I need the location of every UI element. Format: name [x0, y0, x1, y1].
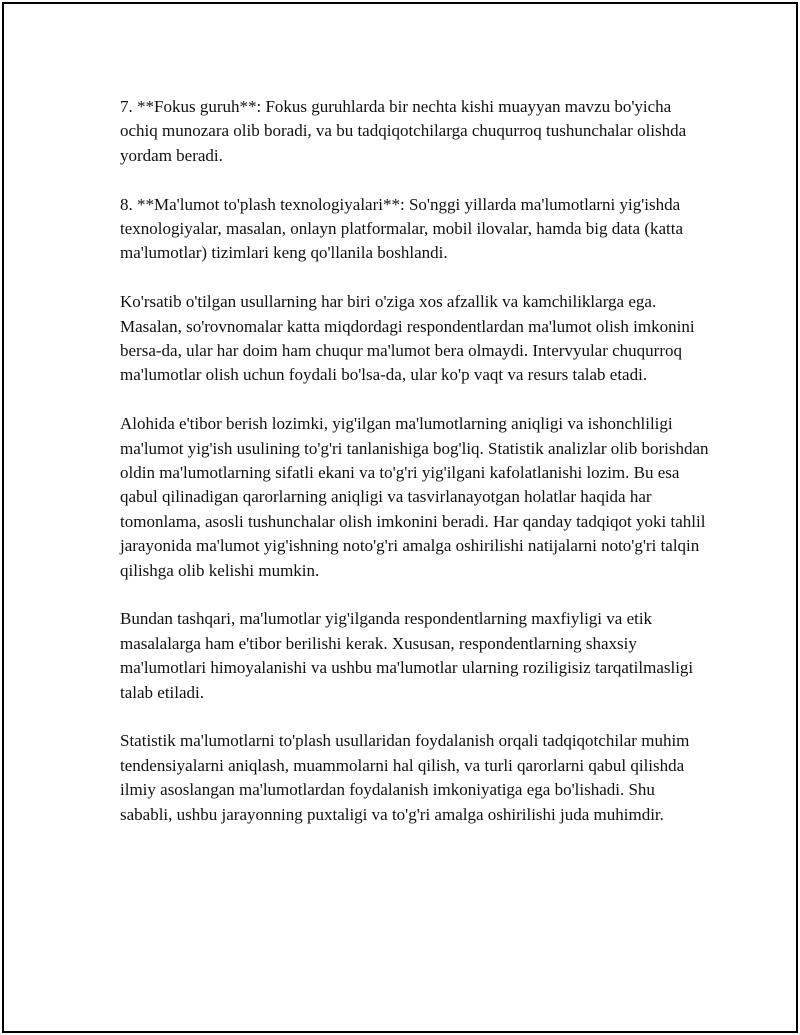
paragraph-data-collection-technologies: 8. **Ma'lumot to'plash texnologiyalari**: So'nggi yillarda ma'lumotlarni yig'ishda texnologiyalar, masalan, onlayn platformalar, mobil ilovalar, hamda big data (katta ma'lumotlar) tizimlari keng qo'llanila boshlandi.	[120, 194, 684, 263]
paragraph-methods-pros-cons: Ko'rsatib o'tilgan usullarning har biri o'ziga xos afzallik va kamchiliklarga ega. Masalan, so'rovnomalar katta miqdordagi respondentlardan ma'lumot olish imkonini bersa-da, ular har doim ham chuqur ma'lumot bera olmaydi. Intervyular chuqurroq ma'lumotlar olish uchun foydali bo'lsa-da, ular ko'p vaqt va resurs talab etadi.	[120, 292, 695, 385]
paragraph-focus-group: 7. **Fokus guruh**: Fokus guruhlarda bir nechta kishi muayyan mavzu bo'yicha ochiq munozara olib boradi, va bu tadqiqotchilarga chuqurroq tushunchalar olishda yordam beradi.	[120, 97, 687, 165]
paragraph-privacy-ethics: Bundan tashqari, ma'lumotlar yig'ilganda respondentlarning maxfiyligi va etik masalalarga ham e'tibor berilishi kerak. Xususan, respondentlarning shaxsiy ma'lumotlari himoyalanishi va ushbu ma'lumotlar ularning roziligisiz tarqatilmasligi talab etiladi.	[120, 609, 694, 702]
document-page	[2, 2, 798, 1033]
paragraph-data-accuracy: Alohida e'tibor berish lozimki, yig'ilgan ma'lumotlarning aniqligi va ishonchliligi ma'lumot yig'ish usulining to'g'ri tanlanishiga bog'liq. Statistik analizlar olib borishdan oldin ma'lumotlarning sifatli ekani va to'g'ri yig'ilgani kafolatlanishi lozim. Bu esa qabul qilinadigan qarorlarning aniqligi va tasvirlanayotgan holatlar haqida har tomonlama, asosli tushunchalar olish imkonini beradi. Har qanday tadqiqot yoki tahlil jarayonida ma'lumot yig'ishning noto'g'ri amalga oshirilishi natijalarni noto'g'ri talqin qilishga olib kelishi mumkin.	[120, 414, 709, 580]
document-body	[120, 95, 710, 852]
paragraph-conclusion: Statistik ma'lumotlarni to'plash usullaridan foydalanish orqali tadqiqotchilar muhim tendensiyalarni aniqlash, muammolarni hal qilish, va turli qarorlarni qabul qilishda ilmiy asoslangan ma'lumotlardan foydalanish imkoniyatiga ega bo'lishadi. Shu sababli, ushbu jarayonning puxtaligi va to'g'ri amalga oshirilishi juda muhimdir.	[120, 731, 690, 824]
